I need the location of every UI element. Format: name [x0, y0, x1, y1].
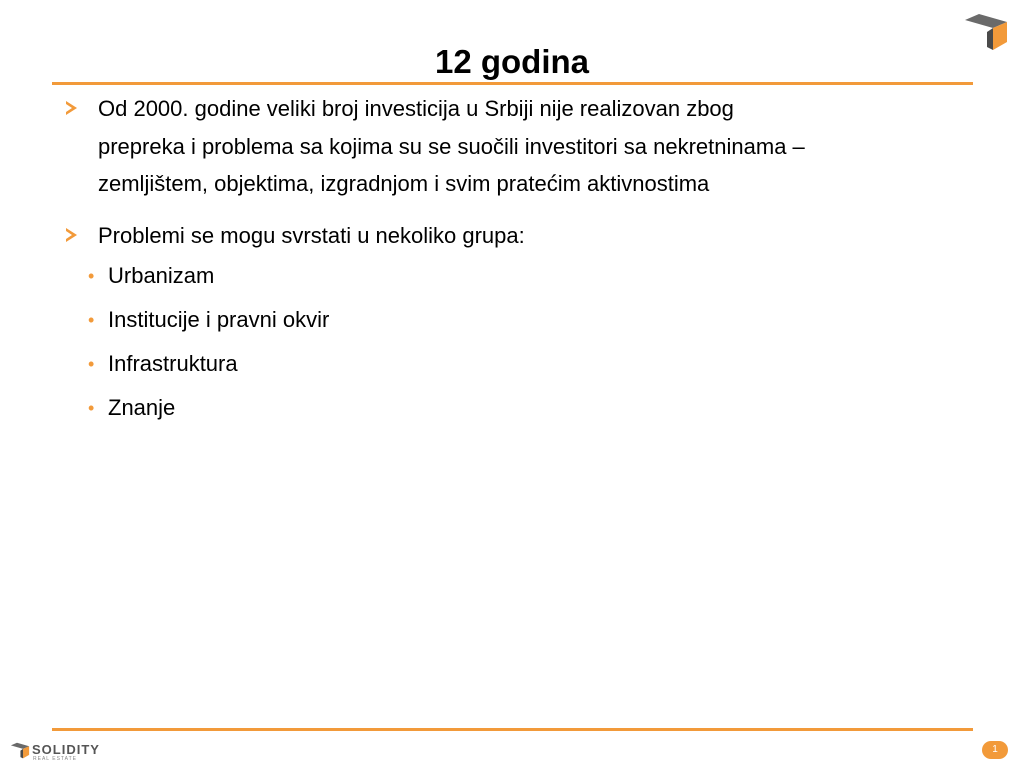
sub-bullet-item [64, 254, 964, 298]
sub-bullet-label: Urbanizam [108, 263, 215, 288]
arrow-bullet-icon [66, 228, 77, 242]
bullet-line: Problemi se mogu svrstati u nekoliko grupa: [98, 222, 525, 248]
bullet-item-problem-groups [64, 217, 964, 255]
dot-bullet-icon: • [88, 398, 95, 418]
bullet-line: zemljištem, objektima, izgradnjom i svim pratećim aktivnostima [98, 171, 710, 196]
slide-title: 12 godina [434, 43, 590, 80]
solidity-cube-logo-icon [10, 741, 30, 761]
bullet-item-investments [64, 90, 964, 203]
sub-bullet-item [64, 298, 964, 342]
footer-divider [52, 728, 973, 731]
sub-bullet-item [64, 386, 964, 430]
sub-bullet-item [64, 342, 964, 386]
page-number-badge: 1 [982, 741, 1008, 759]
arrow-bullet-icon [66, 101, 77, 115]
footer-logo [10, 740, 130, 764]
footer-brand-name: SOLIDITY [32, 742, 100, 757]
bullet-line: Od 2000. godine veliki broj investicija u Srbiji nije realizovan zbog [98, 96, 734, 121]
dot-bullet-icon: • [88, 310, 95, 330]
bullet-line: prepreka i problema sa kojima su se suočili investitori sa nekretninama – [98, 133, 805, 159]
footer-brand-sub: REAL ESTATE [33, 756, 77, 762]
sub-bullet-label: Znanje [108, 395, 176, 420]
title-divider [52, 82, 973, 85]
dot-bullet-icon: • [88, 354, 95, 374]
dot-bullet-icon: • [88, 266, 95, 286]
slide-content [64, 90, 964, 430]
sub-bullet-label: Infrastruktura [108, 351, 238, 376]
sub-bullet-label: Institucije i pravni okvir [108, 307, 330, 332]
